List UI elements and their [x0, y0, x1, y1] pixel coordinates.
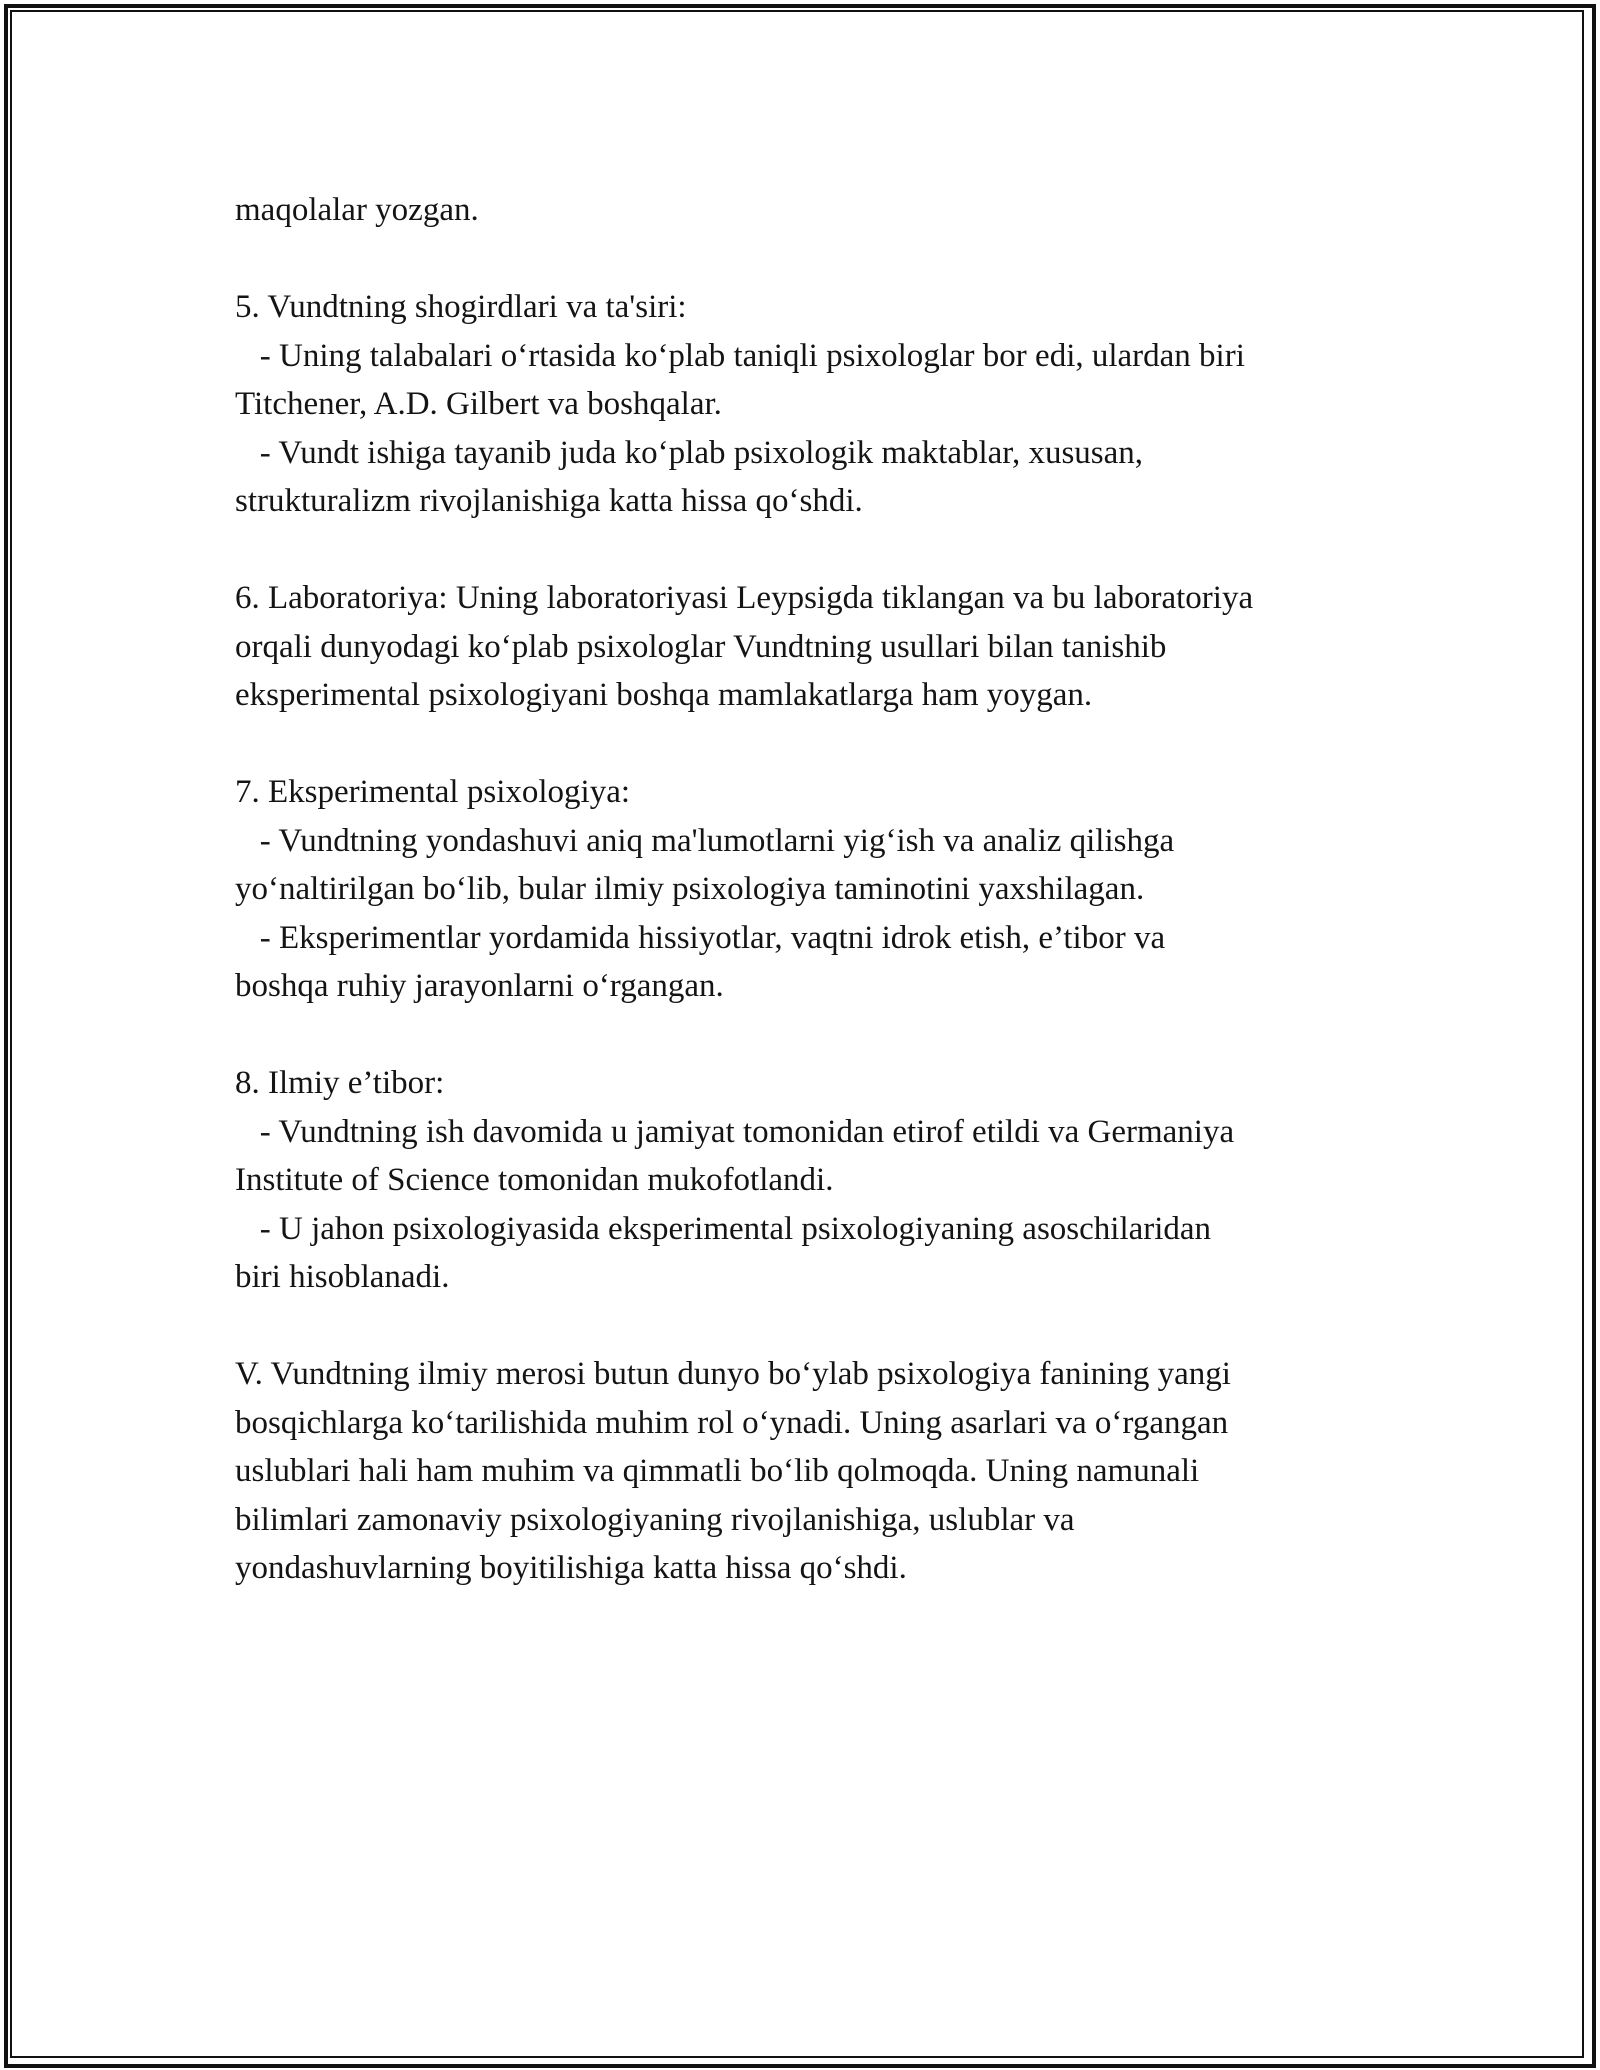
text-line: boshqa ruhiy jarayonlarni o‘rgangan. [235, 968, 724, 1004]
blank-line [235, 720, 1395, 769]
text-line: eksperimental psixologiyani boshqa mamlakatlarga ham yoygan. [235, 677, 1093, 713]
blank-line [235, 526, 1395, 575]
section-heading: 7. Eksperimental psixologiya: [235, 774, 631, 810]
conclusion-line: V. Vundtning ilmiy merosi butun dunyo bo‘ylab psixologiya fanining yangi [235, 1356, 1231, 1392]
text-line: biri hisoblanadi. [235, 1259, 450, 1295]
document-body [235, 186, 1395, 1593]
text-line: - Vundtning ish davomida u jamiyat tomonidan etirof etildi va Germaniya [235, 1113, 1235, 1150]
text-line: maqolalar yozgan. [235, 192, 479, 228]
section-heading: 8. Ilmiy e’tibor: [235, 1065, 445, 1101]
text-line: bosqichlarga ko‘tarilishida muhim rol o‘ynadi. Uning asarlari va o‘rgangan [235, 1404, 1229, 1441]
section-heading: 6. Laboratoriya: Uning laboratoriyasi Leypsigda tiklangan va bu laboratoriya [235, 580, 1254, 616]
text-line: strukturalizm rivojlanishiga katta hissa qo‘shdi. [235, 483, 863, 519]
text-line: uslublari hali ham muhim va qimmatli bo‘lib qolmoqda. Uning namunali [235, 1453, 1200, 1489]
text-line: - U jahon psixologiyasida eksperimental psixologiyaning asoschilaridan [235, 1210, 1212, 1247]
blank-line [235, 1302, 1395, 1351]
text-line: - Vundtning yondashuvi aniq ma'lumotlarni yig‘ish va analiz qilishga [235, 822, 1175, 859]
text-line: - Eksperimentlar yordamida hissiyotlar, vaqtni idrok etish, e’tibor va [235, 919, 1166, 956]
text-line: orqali dunyodagi ko‘plab psixologlar Vundtning usullari bilan tanishib [235, 628, 1167, 665]
text-line: - Uning talabalari o‘rtasida ko‘plab taniqli psixologlar bor edi, ulardan biri [235, 337, 1245, 374]
section-heading: 5. Vundtning shogirdlari va ta'siri: [235, 289, 687, 325]
text-line: yo‘naltirilgan bo‘lib, bular ilmiy psixologiya taminotini yaxshilagan. [235, 871, 1145, 907]
blank-line [235, 1011, 1395, 1060]
text-line: Institute of Science tomonidan mukofotlandi. [235, 1162, 834, 1198]
blank-line [235, 235, 1395, 284]
text-line: bilimlari zamonaviy psixologiyaning rivojlanishiga, uslublar va [235, 1501, 1075, 1538]
text-line: Titchener, A.D. Gilbert va boshqalar. [235, 386, 722, 422]
text-line: - Vundt ishiga tayanib juda ko‘plab psixologik maktablar, xususan, [235, 434, 1144, 471]
text-line: yondashuvlarning boyitilishiga katta hissa qo‘shdi. [235, 1550, 907, 1586]
